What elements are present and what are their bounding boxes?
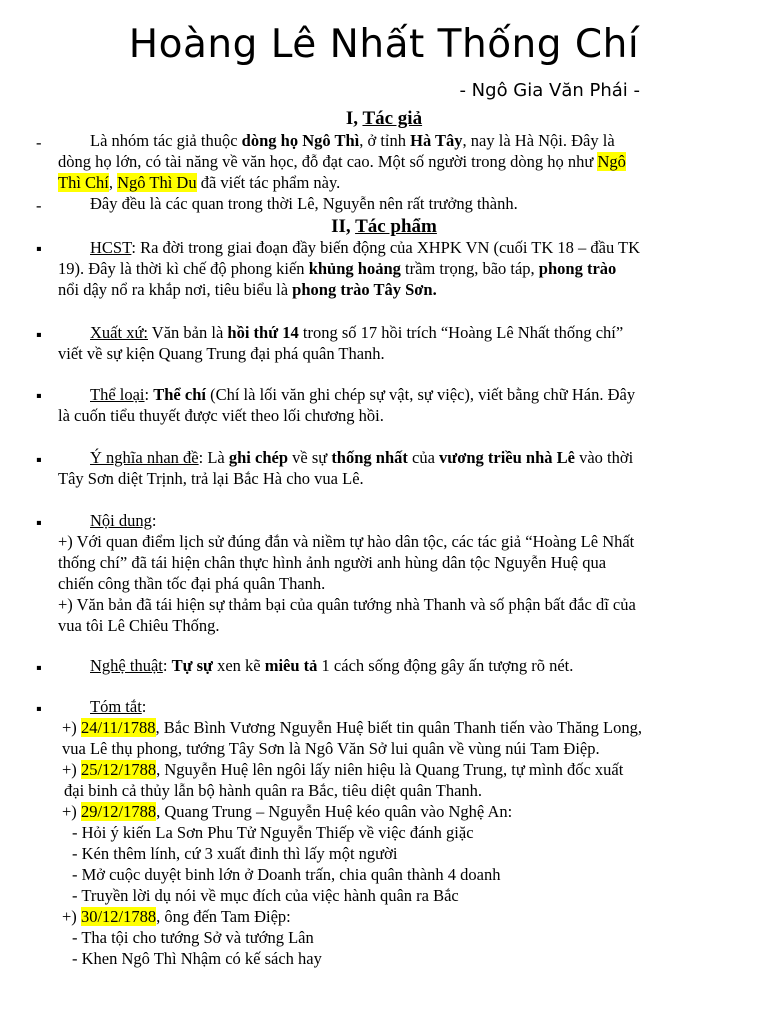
bullet-dash: -: [36, 196, 42, 215]
genre-paragraph: Thể loại: Thể chí (Chí là lối văn ghi chép sự vật, sự việc), viết bằng chữ Hán. Đây là cuốn tiểu thuyết được viết theo lối chương hồi.: [58, 385, 636, 425]
author-paragraph-2: Đây đều là các quan trong thời Lê, Nguyễn nên rất trưởng thành.: [90, 194, 518, 213]
summary-event-3-item: - Kén thêm lính, cứ 3 xuất đinh thì lấy một người: [72, 844, 398, 863]
summary-event-3-item: - Truyền lời dụ nói về mục đích của việc hành quân ra Bắc: [72, 886, 459, 905]
bullet-dash: -: [36, 133, 42, 152]
summary-event-3-item: - Hỏi ý kiến La Sơn Phu Tử Nguyễn Thiếp về việc đánh giặc: [72, 823, 474, 842]
bullet-square: ▪: [36, 699, 42, 718]
content-paragraph: Nội dung: +) Với quan điểm lịch sử đúng đắn và niềm tự hào dân tộc, các tác giả “Hoàng Lê Nhất thống chí” đã tái hiện chân thực hình ảnh người anh hùng dân tộc Nguyễn Huệ qua chiến công thần tốc đại phá quân Thanh. +) Văn bản đã tái hiện sự thảm bại của quân tướng nhà Thanh và số phận bất đắc dĩ của vua tôi Lê Chiêu Thống.: [58, 511, 636, 635]
summary-event-1: +) 24/11/1788, Bắc Bình Vương Nguyễn Huệ biết tin quân Thanh tiến vào Thăng Long,: [62, 718, 642, 737]
summary-event-3: +) 29/12/1788, Quang Trung – Nguyễn Huệ kéo quân vào Nghệ An:: [62, 802, 513, 821]
document-author: - Ngô Gia Văn Phái -: [459, 80, 640, 101]
bullet-square: ▪: [36, 513, 42, 532]
bullet-square: ▪: [36, 658, 42, 677]
bullet-square: ▪: [36, 386, 42, 405]
origin-paragraph: Xuất xứ: Văn bản là hồi thứ 14 trong số 17 hồi trích “Hoàng Lê Nhất thống chí” viết về sự kiện Quang Trung đại phá quân Thanh.: [58, 323, 624, 363]
summary-event-4-item: - Khen Ngô Thì Nhậm có kế sách hay: [72, 949, 322, 968]
art-paragraph: Nghệ thuật: Tự sự xen kẽ miêu tả 1 cách sống động gây ấn tượng rõ nét.: [90, 656, 574, 675]
section-heading-author: I, Tác giả: [345, 108, 423, 129]
bullet-square: ▪: [36, 450, 42, 469]
summary-event-2-cont: đại binh cả thủy lẫn bộ hành quân ra Bắc, tiêu diệt quân Thanh.: [64, 781, 483, 800]
hcst-paragraph: HCST: Ra đời trong giai đoạn đầy biến động của XHPK VN (cuối TK 18 – đầu TK 19). Đây là thời kì chế độ phong kiến khủng hoảng trầm trọng, bão táp, phong trào nổi dậy nổ ra khắp nơi, tiêu biểu là phong trào Tây Sơn.: [58, 238, 641, 299]
summary-event-4-item: - Tha tội cho tướng Sở và tướng Lân: [72, 928, 314, 947]
section-heading-work: II, Tác phẩm: [331, 216, 437, 237]
summary-event-2: +) 25/12/1788, Nguyễn Huệ lên ngôi lấy niên hiệu là Quang Trung, tự mình đốc xuất: [62, 760, 624, 779]
bullet-square: ▪: [36, 325, 42, 344]
bullet-square: ▪: [36, 239, 42, 258]
title-meaning-paragraph: Ý nghĩa nhan đề: Là ghi chép về sự thống nhất của vương triều nhà Lê vào thời Tây Sơn diệt Trịnh, trả lại Bắc Hà cho vua Lê.: [58, 448, 634, 488]
summary-event-1-cont: vua Lê thụ phong, tướng Tây Sơn là Ngô Văn Sở lui quân về vùng núi Tam Điệp.: [62, 739, 600, 758]
summary-label: Tóm tắt:: [90, 697, 147, 716]
summary-event-3-item: - Mở cuộc duyệt binh lớn ở Doanh trấn, chia quân thành 4 doanh: [72, 865, 501, 884]
summary-event-4: +) 30/12/1788, ông đến Tam Điệp:: [62, 907, 291, 926]
document-title: Hoàng Lê Nhất Thống Chí: [128, 22, 640, 67]
author-paragraph-1: Là nhóm tác giả thuộc dòng họ Ngô Thì, ở tỉnh Hà Tây, nay là Hà Nội. Đây là dòng họ lớn, có tài năng về văn học, đỗ đạt cao. Một số người trong dòng họ như Ngô Thì Chí, Ngô Thì Du đã viết tác phẩm này.: [58, 131, 626, 192]
